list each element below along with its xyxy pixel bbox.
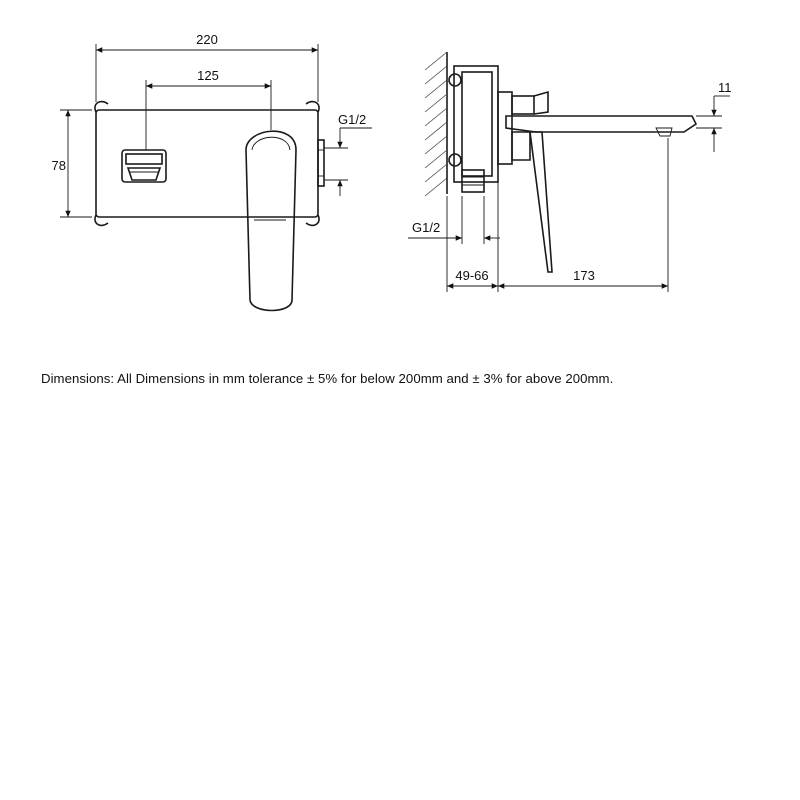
front-view [52,32,372,311]
side-thread-label: G1/2 [412,220,441,235]
technical-drawing [0,0,800,340]
spout-outlet-icon [122,150,166,182]
lever-handle-icon [246,131,296,310]
wall-hatch-icon [425,52,447,196]
dimensions-note: Dimensions: All Dimensions in mm tolerance ± 5% for below 200mm and ± 3% for above 200mm. [41,371,614,386]
wall-depth-label: 49-66 [455,268,489,283]
width-dimension-label: 220 [196,32,218,47]
side-view [408,52,732,292]
inner-width-dimension-label: 125 [197,68,219,83]
spout-reach-label: 173 [573,268,595,283]
front-thread-label: G1/2 [338,112,367,127]
height-dimension-label: 78 [51,158,66,173]
spout-thickness-label: 11 [718,80,732,95]
